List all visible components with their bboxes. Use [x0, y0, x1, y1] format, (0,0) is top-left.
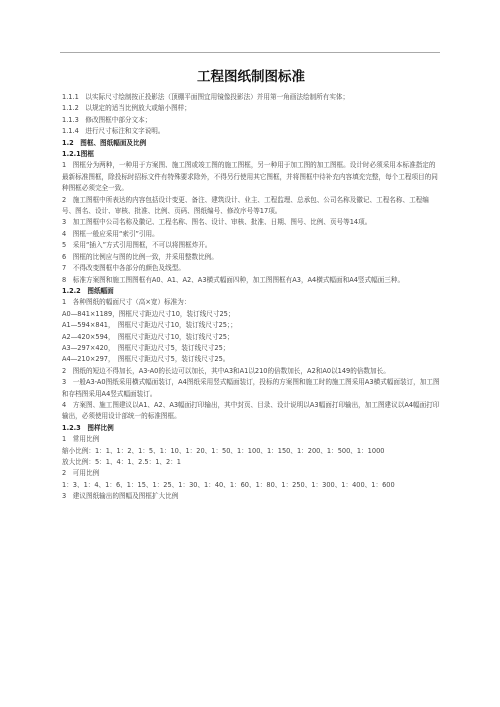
- paragraph-line: A2—420×594， 图框尺寸距边尺寸10，装订线尺寸25；: [62, 332, 234, 341]
- paragraph-line: A0—841×1189，图框尺寸距边尺寸10，装订线尺寸25；: [62, 309, 235, 318]
- paragraph-line: 3 建议图纸输出的图幅及图框扩大比例: [62, 492, 179, 501]
- document-body: [62, 68, 440, 503]
- paragraph-line: 4 方案图、施工图建议以A1、A2、A3幅面打印输出，其中封页、目录、设计说明以A3幅面打印输出，加工图建议以A4幅面打印输出，必须使用设计部统一的标准图框。: [62, 400, 440, 421]
- section-heading: 1.2 图框、图纸幅面及比例: [62, 138, 147, 147]
- paragraph-line: 2 可用比例: [62, 469, 100, 478]
- paragraph-line: 缩小比例：1：1、1：2、1：5、1：10、1：20、1：50、1：100、1：150、1：200、1：500、1：1000: [62, 446, 385, 455]
- section-heading: 1.2.1图框: [62, 150, 94, 159]
- paragraph-line: A1—594×841， 图框尺寸距边尺寸10，装订线尺寸25；；: [62, 321, 237, 330]
- paragraph-line: 1 常用比例: [62, 435, 100, 444]
- paragraph-line: 1.1.1 以实际尺寸绘制按正投影法（顶棚平面图宜用镜像投影法）并用第一角画法绘制所有实体；: [62, 93, 350, 101]
- paragraph-line: 7 不得改变图框中各部分的颜色及线型。: [62, 264, 185, 273]
- paragraph-line: 1.1.4 进行尺寸标注和文字说明。: [62, 127, 165, 136]
- paragraph-line: 6 图框的比例应与图的比例一致，并采用整数比例。: [62, 252, 218, 261]
- paragraph-line: 4 图框一般应采用“索引”引用。: [62, 229, 159, 238]
- paragraph-line: 3 一般A3-A0图纸采用横式幅面装订，A4图纸采用竖式幅面装订，投标的方案图和施工时的施工图采用A3横式幅面装订，加工图和存档图采用A4竖式幅面装订。: [62, 378, 440, 398]
- paragraph-line: A4—210×297， 图框尺寸距边尺寸5，装订线尺寸25。: [62, 355, 230, 364]
- paragraph-line: 1 各种图纸的幅面尺寸（高×宽）标准为：: [62, 298, 191, 307]
- paragraph-line: 2 施工图框中所表达的内容包括设计变更、备注、建筑设计、业主、工程监理、总承包、公司名称及徽记、工程名称、工程编号、图名、设计、审核、批准、比例、页码、图纸编号、修改序号等17项。: [62, 195, 429, 216]
- paragraph-line: 1.1.2 以规定的适当比例放大或缩小图样；: [62, 104, 191, 113]
- section-heading: 1.2.2 图纸幅面: [62, 286, 114, 295]
- paragraph-line: 放大比例：5：1、4：1、2.5：1、2：1: [62, 458, 181, 466]
- paragraph-line: 3 加工图框中公司名称及徽记、工程名称、图名、设计、审核、批准、日期、图号、比例、页号等14项。: [62, 218, 372, 227]
- header-rule: [60, 52, 440, 53]
- section-heading: 1.2.3 图样比例: [62, 423, 114, 432]
- paragraph-line: A3—297×420， 图框尺寸距边尺寸5，装订线尺寸25；: [62, 343, 230, 352]
- paragraph-line: 5 采用“插入”方式引用图框，不可以将图框炸开。: [62, 241, 212, 250]
- text-lines: [62, 92, 440, 503]
- paragraph-line: 2 图纸的短边不得加长，A3-A0的长边可以加长，其中A3和A1以210的倍数加长，A2和A0以149的倍数加长。: [62, 366, 390, 375]
- paragraph-line: 1.1.3 修改图框中部分文本；: [62, 115, 152, 124]
- paragraph-line: 1：3、1：4、1：6、1：15、1：25、1：30、1：40、1：60、1：80、1：250、1：300、1：400、1：600: [62, 480, 395, 489]
- paragraph-line: 8 标准方案图和施工图图框有A0、A1、A2、A3横式幅面四种，加工图图框有A3，A4横式幅面和A4竖式幅面三种。: [62, 275, 405, 284]
- page-title: 工程图纸制图标准: [197, 69, 305, 85]
- paragraph-line: 1 图框分为两种，一种用于方案图、施工图或竣工图的施工图框，另一种用于加工图的加工图框。设计时必须采用本标准指定的最新标准图框，除投标时招标文件有特殊要求除外，不得另行使用其它图框，并将图框中待补充内容填充完整，每个工程项目的同种图框必须完全一致。: [62, 161, 438, 193]
